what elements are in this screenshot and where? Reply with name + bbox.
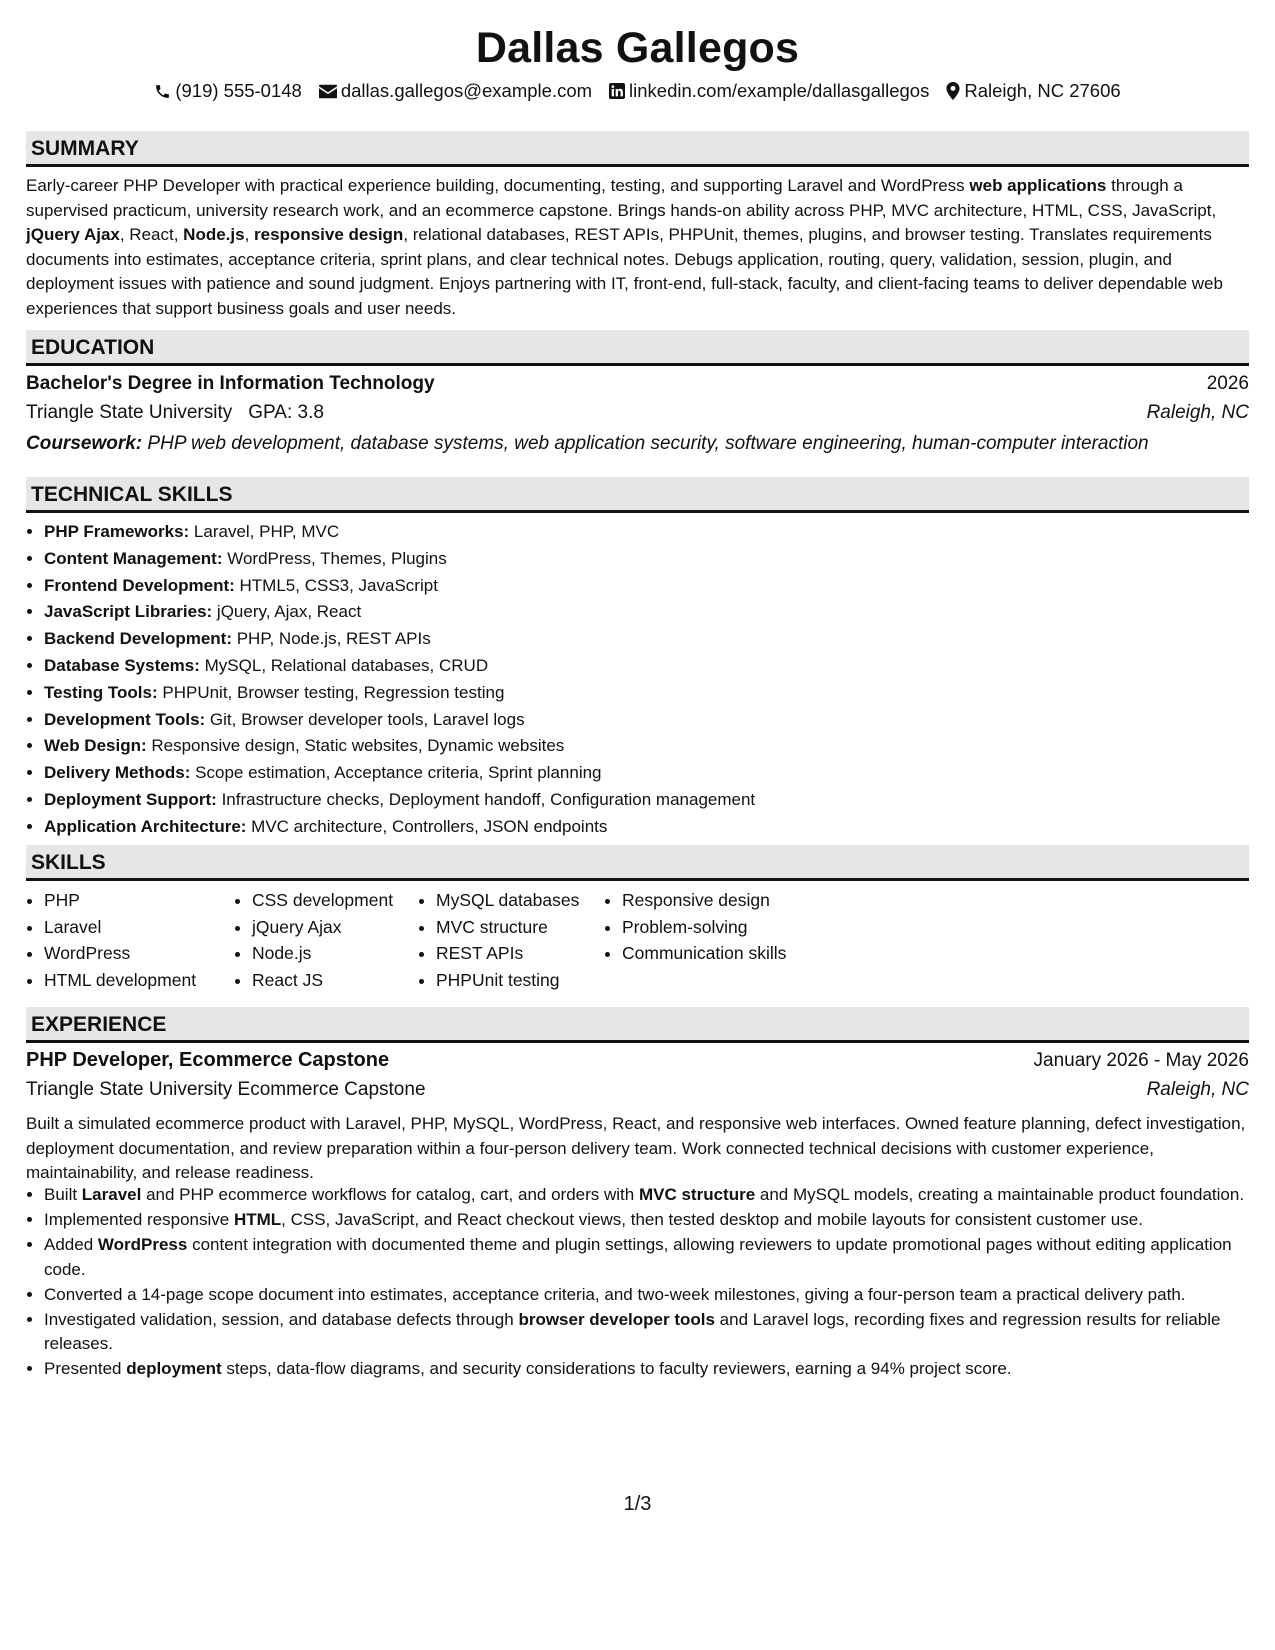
technical-skill-item (44, 599, 1267, 626)
section-title: SKILLS (31, 851, 106, 874)
skill-category-label: JavaScript Libraries: (44, 602, 213, 622)
skill-category-values: Scope estimation, Acceptance criteria, Sprint planning (190, 763, 602, 783)
degree-title: Bachelor's Degree in Information Technology (26, 373, 435, 394)
technical-skill-item (44, 787, 1267, 814)
education-degree-row (26, 373, 1249, 395)
section-title: TECHNICAL SKILLS (31, 483, 233, 506)
text-segment: and Laravel logs, recording fixes and regression results for reliable releases. (44, 1309, 1221, 1353)
job-title-row (26, 1049, 1249, 1072)
text-segment: Implemented responsive (44, 1210, 234, 1229)
skill-category-label: Delivery Methods: (44, 763, 191, 783)
text-segment: , CSS, JavaScript, and React checkout views, then tested desktop and mobile layouts for consistent customer use. (281, 1210, 1143, 1229)
text-segment: , relational databases, REST APIs, PHPUnit, themes, plugins, and browser testing. Translates requirements documents into estimates, acceptance criteria, sprint plans, and clear technical notes. Debugs application, routing, query, validation, session, plugin, and deployment issues with patience and sound judgment. Enjoys partnering with IT, front-end, full-stack, faculty, and client-facing teams to deliver dependable web experiences that support business goals and user needs. (26, 225, 1223, 318)
skill-category-values: WordPress, Themes, Plugins (222, 548, 447, 568)
emphasis-text: WordPress (97, 1235, 188, 1254)
technical-skill-item (44, 546, 1267, 573)
text-segment: steps, data-flow diagrams, and security considerations to faculty reviewers, earning a 94% project score. (221, 1359, 1012, 1378)
skills-column (26, 887, 234, 993)
technical-skill-item (44, 626, 1267, 653)
text-segment: and PHP ecommerce workflows for catalog, cart, and orders with (141, 1185, 639, 1204)
gpa: GPA: 3.8 (248, 402, 324, 423)
text-segment: Presented (44, 1359, 127, 1378)
skill-item: • jQuery Ajax (252, 914, 418, 941)
skill-item: • MVC structure (436, 914, 604, 941)
section-title: SUMMARY (31, 137, 139, 160)
technical-skill-item (44, 707, 1267, 734)
text-segment: Early-career PHP Developer with practical experience building, documenting, testing, and supporting Laravel and WordPress (26, 176, 970, 195)
location-text: Raleigh, NC 27606 (964, 80, 1121, 101)
skill-category-values: Infrastructure checks, Deployment handoff, Configuration management (216, 789, 756, 809)
map-pin-icon (946, 82, 960, 100)
skills-grid (26, 887, 822, 993)
skill-item: • PHPUnit testing (436, 967, 604, 994)
contact-email[interactable] (319, 78, 592, 104)
skill-category-values: PHP, Node.js, REST APIs (232, 629, 431, 649)
job-description: Built a simulated ecommerce product with Laravel, PHP, MySQL, WordPress, React, and responsive web interfaces. Owned feature planning, defect investigation, deployment documentation, and review preparation within a four-person delivery team. Work connected technical decisions with customer experience, maintainability, and release readiness. (26, 1114, 1246, 1182)
school-location: Raleigh, NC (1146, 402, 1249, 423)
skill-item: • Node.js (252, 940, 418, 967)
text-segment: Converted a 14-page scope document into estimates, acceptance criteria, and two-week milestones, giving a four-person team a practical delivery path. (44, 1284, 1186, 1304)
skill-item: • WordPress (44, 940, 234, 967)
coursework-line (26, 431, 1249, 457)
skill-item: • HTML development (44, 967, 234, 994)
emphasis-text: HTML (233, 1210, 282, 1229)
text-segment: Added (44, 1235, 98, 1254)
phone-text: (919) 555-0148 (175, 80, 302, 101)
experience-bullet (44, 1208, 1267, 1233)
section-header-summary (26, 131, 1249, 167)
envelope-icon (319, 84, 337, 99)
contact-bar (26, 78, 1249, 104)
contact-linkedin[interactable] (609, 78, 929, 104)
text-segment: through a supervised practicum, university research work, and an ecommerce capstone. Brings hands-on ability across PHP, MVC architecture, HTML, CSS, JavaScript, (26, 176, 1217, 220)
experience-bullet (44, 1308, 1267, 1357)
coursework-label: Coursework: (26, 433, 143, 454)
candidate-name: Dallas Gallegos (475, 24, 800, 72)
linkedin-link[interactable]: linkedin.com/example/dallasgallegos (629, 80, 930, 101)
text-segment: and MySQL models, creating a maintainable product foundation. (755, 1185, 1245, 1204)
skill-category-values: PHPUnit, Browser testing, Regression testing (157, 682, 505, 702)
section-header-skills (26, 845, 1249, 881)
job-dates: January 2026 - May 2026 (1033, 1050, 1249, 1071)
emphasis-text: MVC structure (638, 1185, 756, 1204)
contact-location (946, 78, 1120, 104)
phone-icon (154, 83, 171, 100)
section-header-education (26, 330, 1249, 366)
emphasis-text: deployment (126, 1359, 222, 1378)
skill-category-label: Backend Development: (44, 629, 232, 649)
technical-skill-item (44, 653, 1267, 680)
technical-skill-item (44, 519, 1267, 546)
emphasis-text: Laravel (81, 1185, 142, 1204)
skill-item: • REST APIs (436, 940, 604, 967)
emphasis-text: jQuery Ajax (26, 225, 120, 244)
experience-bullet (44, 1233, 1267, 1282)
text-segment: content integration with documented theme and plugin settings, allowing reviewers to update promotional pages without editing application code. (44, 1235, 1232, 1279)
graduation-year: 2026 (1206, 373, 1249, 394)
school-name: Triangle State University (26, 402, 233, 423)
experience-bullet (44, 1283, 1267, 1308)
experience-bullet (44, 1357, 1267, 1382)
skill-category-label: Testing Tools: (44, 682, 158, 702)
skill-category-label: PHP Frameworks: (44, 522, 190, 541)
job-title: PHP Developer, Ecommerce Capstone (26, 1049, 390, 1071)
skill-item: • MySQL databases (436, 887, 604, 914)
skill-item: • Communication skills (622, 940, 822, 967)
school-info (26, 402, 324, 424)
skill-category-label: Development Tools: (44, 709, 206, 729)
skill-category-label: Deployment Support: (44, 789, 217, 809)
contact-phone (154, 78, 302, 104)
resume-page (26, 0, 1249, 1650)
section-title: EDUCATION (31, 336, 155, 359)
technical-skill-item (44, 733, 1267, 760)
linkedin-icon (609, 83, 625, 99)
technical-skill-item (44, 760, 1267, 787)
text-segment: Investigated validation, session, and database defects through (44, 1309, 519, 1329)
technical-skills-list (26, 519, 1267, 841)
skill-category-label: Content Management: (44, 548, 223, 568)
skill-category-values: jQuery, Ajax, React (212, 602, 362, 622)
education-school-row (26, 402, 1249, 424)
technical-skill-item (44, 573, 1267, 600)
text-segment: , React, (119, 225, 184, 244)
skill-item: • PHP (44, 887, 234, 914)
skill-item: • Responsive design (622, 887, 822, 914)
job-organization: Triangle State University Ecommerce Capstone (26, 1079, 426, 1100)
skill-category-label: Web Design: (44, 736, 147, 756)
skills-column (234, 887, 418, 993)
skill-item: • React JS (252, 967, 418, 994)
skill-category-values: MySQL, Relational databases, CRUD (199, 655, 489, 675)
skill-category-values: MVC architecture, Controllers, JSON endpoints (246, 816, 608, 836)
job-location: Raleigh, NC (1146, 1079, 1249, 1100)
technical-skill-item (44, 814, 1267, 841)
skill-category-values: HTML5, CSS3, JavaScript (234, 575, 438, 595)
technical-skill-item (44, 680, 1267, 707)
section-header-technical-skills (26, 477, 1249, 513)
skill-item: • CSS development (252, 887, 418, 914)
skill-category-label: Database Systems: (44, 655, 200, 675)
email-link[interactable]: dallas.gallegos@example.com (340, 80, 593, 101)
skill-item: • Laravel (44, 914, 234, 941)
text-segment: Built (44, 1185, 82, 1204)
skill-category-label: Application Architecture: (44, 816, 247, 836)
emphasis-text: browser developer tools (518, 1309, 715, 1329)
coursework-list: PHP web development, database systems, web application security, software engineering, human-computer interaction (142, 433, 1149, 454)
experience-bullet (44, 1183, 1267, 1208)
section-title: EXPERIENCE (31, 1013, 167, 1036)
skill-category-values: Laravel, PHP, MVC (189, 522, 340, 541)
page-number: 1/3 (623, 1493, 652, 1515)
summary-paragraph (26, 174, 1249, 321)
job-org-row (26, 1079, 1249, 1101)
skills-column (604, 887, 822, 993)
section-header-experience (26, 1007, 1249, 1043)
emphasis-text: web applications (969, 176, 1107, 195)
emphasis-text: Node.js (183, 225, 245, 244)
job-bullets (26, 1183, 1267, 1382)
emphasis-text: responsive design (254, 225, 404, 244)
skill-category-values: Responsive design, Static websites, Dynamic websites (146, 736, 565, 756)
skill-category-label: Frontend Development: (44, 575, 235, 595)
skill-item: • Problem-solving (622, 914, 822, 941)
skill-category-values: Git, Browser developer tools, Laravel logs (205, 709, 525, 729)
text-segment: , (244, 225, 255, 244)
skills-column (418, 887, 604, 993)
